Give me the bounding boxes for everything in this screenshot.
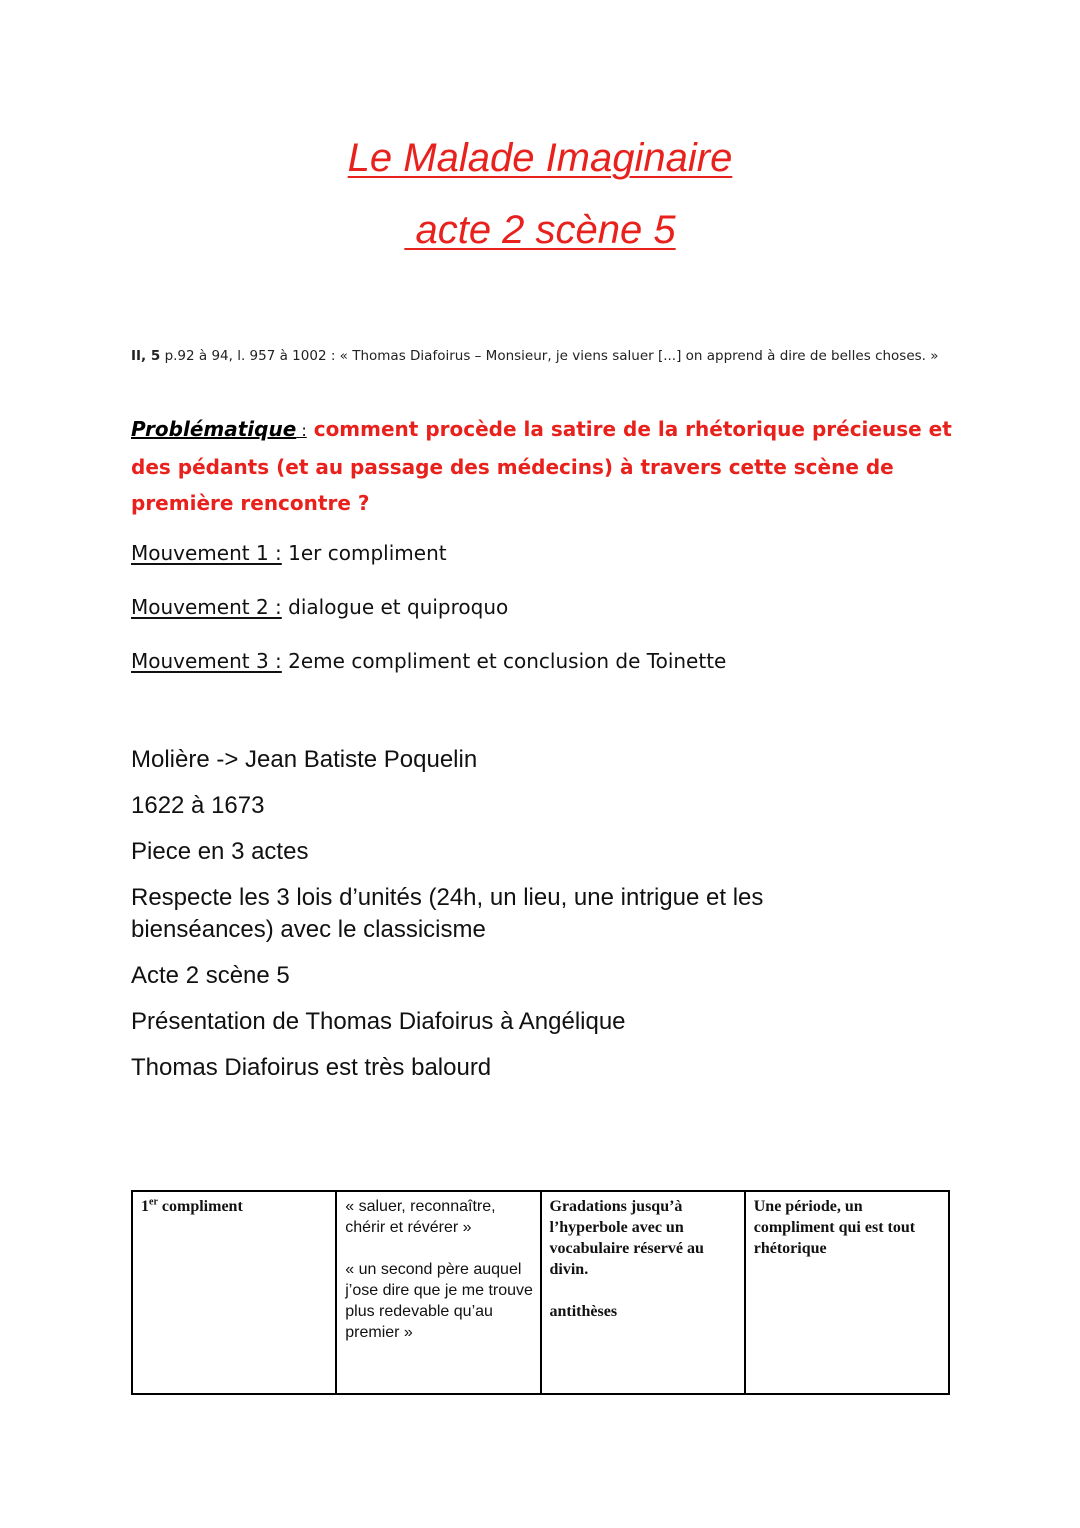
fact-character: Thomas Diafoirus est très balourd: [131, 1054, 492, 1081]
fact-scene: Acte 2 scène 5: [131, 962, 290, 989]
mouvement-1: [131, 543, 447, 563]
reference-bold: II, 5: [131, 348, 161, 364]
analysis-table: [131, 1190, 950, 1395]
cell-text: compliment: [157, 1198, 243, 1215]
mouvement-label: Mouvement 1 :: [131, 541, 282, 565]
mouvement-label: Mouvement 2 :: [131, 595, 282, 619]
fact-acts: Piece en 3 actes: [131, 838, 309, 865]
problematique: [131, 411, 961, 521]
problematique-separator: :: [296, 421, 307, 440]
fact-author: Molière -> Jean Batiste Poquelin: [131, 746, 478, 773]
text-reference: [131, 343, 951, 369]
fact-dates: 1622 à 1673: [131, 792, 265, 819]
mouvement-3: [131, 651, 726, 671]
table-cell-figures: [541, 1191, 745, 1394]
table-cell-movement: [132, 1191, 336, 1394]
mouvement-text: 1er compliment: [281, 541, 447, 565]
figure-2: antithèses: [549, 1303, 618, 1320]
page-subtitle-text: acte 2 scène 5: [404, 208, 676, 252]
mouvement-text: dialogue et quiproquo: [281, 595, 509, 619]
spacer: [345, 1238, 533, 1259]
quote-2: « un second père auquel j’ose dire que je me trouve plus redevable qu’au premier »: [345, 1261, 533, 1341]
mouvement-2: [131, 597, 508, 617]
table-cell-interpretation: [745, 1191, 949, 1394]
fact-unities: Respecte les 3 lois d’unités (24h, un lieu, une intrigue et les bienséances) avec le classicisme: [131, 884, 764, 943]
interpretation: Une période, un compliment qui est tout rhétorique: [753, 1198, 916, 1257]
mouvement-text: 2eme compliment et conclusion de Toinette: [281, 649, 727, 673]
mouvement-label: Mouvement 3 :: [131, 649, 282, 673]
spacer: [550, 1280, 738, 1301]
table-cell-quotes: [336, 1191, 540, 1394]
reference-text: p.92 à 94, l. 957 à 1002 : « Thomas Diafoirus – Monsieur, je viens saluer [...] on apprend à dire de belles choses. »: [160, 348, 939, 364]
cell-sup: er: [149, 1196, 158, 1208]
table-row: [132, 1191, 949, 1394]
problematique-label: Problématique: [131, 417, 297, 441]
page-subtitle: [0, 210, 1080, 250]
cell-num: 1: [141, 1198, 149, 1215]
problematique-text: comment procède la satire de la rhétorique précieuse et des pédants (et au passage des médecins) à travers cette scène de première rencontre ?: [131, 417, 952, 515]
quote-1: « saluer, reconnaître, chérir et révérer »: [345, 1198, 496, 1236]
page-title: Le Malade Imaginaire: [347, 136, 733, 180]
fact-presentation: Présentation de Thomas Diafoirus à Angélique: [131, 1008, 626, 1035]
figure-1: Gradations jusqu’à l’hyperbole avec un vocabulaire réservé au divin.: [549, 1198, 704, 1278]
